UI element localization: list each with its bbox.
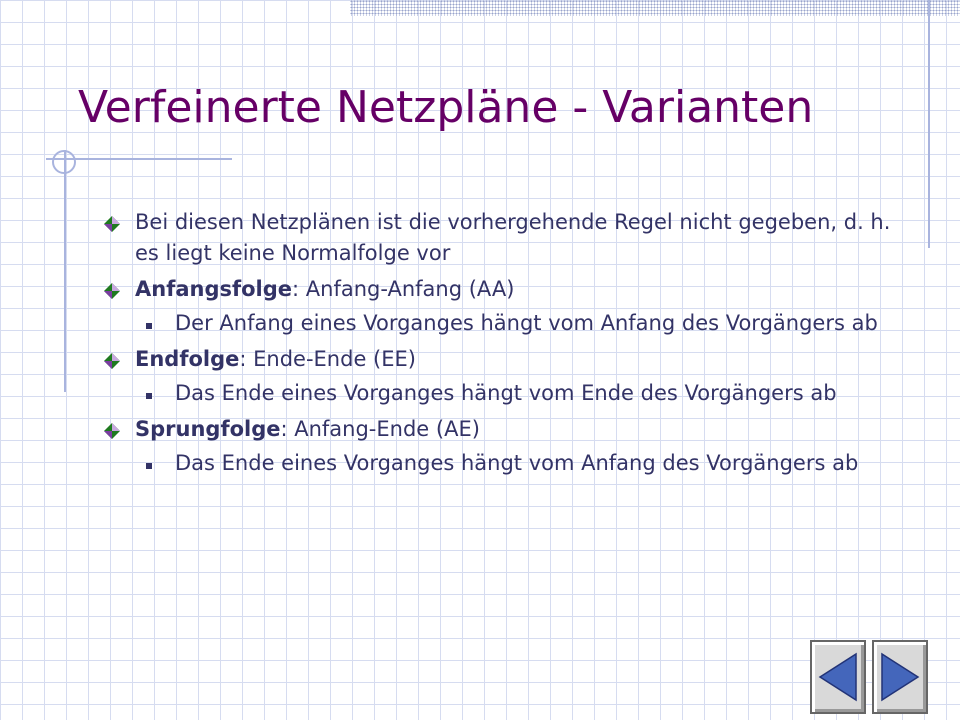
bullet-body: Das Ende eines Vorganges hängt vom Anfang des Vorgängers ab: [175, 451, 859, 475]
square-bullet-icon: [146, 323, 152, 329]
next-slide-button[interactable]: [872, 640, 928, 714]
sub-bullet-item: [100, 448, 900, 479]
bullet-item: [100, 207, 900, 269]
bullet-term: Sprungfolge: [135, 417, 281, 441]
bullet-text: [175, 311, 878, 335]
bullet-body: Bei diesen Netzplänen ist die vorhergehende Regel nicht gegeben, d. h. es liegt keine Normalfolge vor: [135, 210, 891, 265]
slide-title: Verfeinerte Netzpläne - Varianten: [78, 82, 814, 133]
decorative-circle: [52, 150, 76, 174]
bullet-term: Anfangsfolge: [135, 277, 293, 301]
triangle-left-icon: [818, 652, 858, 702]
bullet-item: [100, 414, 900, 445]
bullet-item: [100, 344, 900, 375]
diamond-bullet-icon: [103, 282, 121, 300]
bullet-text: [175, 381, 837, 405]
decorative-dither: [350, 0, 960, 16]
bullet-text: [135, 277, 514, 301]
square-bullet-icon: [146, 463, 152, 469]
bullet-text: [135, 417, 480, 441]
bullet-item: [100, 274, 900, 305]
bullet-body: : Ende-Ende (EE): [239, 347, 416, 371]
square-bullet-icon: [146, 393, 152, 399]
diamond-bullet-icon: [103, 422, 121, 440]
bullet-text: [135, 210, 890, 265]
bullet-text: [135, 347, 416, 371]
triangle-right-icon: [880, 652, 920, 702]
decorative-vertical-line: [64, 150, 66, 392]
bullet-list: [100, 202, 900, 479]
sub-bullet-item: [100, 308, 900, 339]
bullet-body: Der Anfang eines Vorganges hängt vom Anfang des Vorgängers ab: [175, 311, 878, 335]
bullet-body: Das Ende eines Vorganges hängt vom Ende des Vorgängers ab: [175, 381, 837, 405]
sub-bullet-item: [100, 378, 900, 409]
diamond-bullet-icon: [103, 352, 121, 370]
diamond-bullet-icon: [103, 215, 121, 233]
bullet-text: [175, 451, 858, 475]
previous-slide-button[interactable]: [810, 640, 866, 714]
bullet-body: : Anfang-Anfang (AA): [292, 277, 515, 301]
decorative-vertical-line-right: [928, 0, 930, 248]
bullet-body: : Anfang-Ende (AE): [280, 417, 480, 441]
bullet-term: Endfolge: [135, 347, 240, 371]
